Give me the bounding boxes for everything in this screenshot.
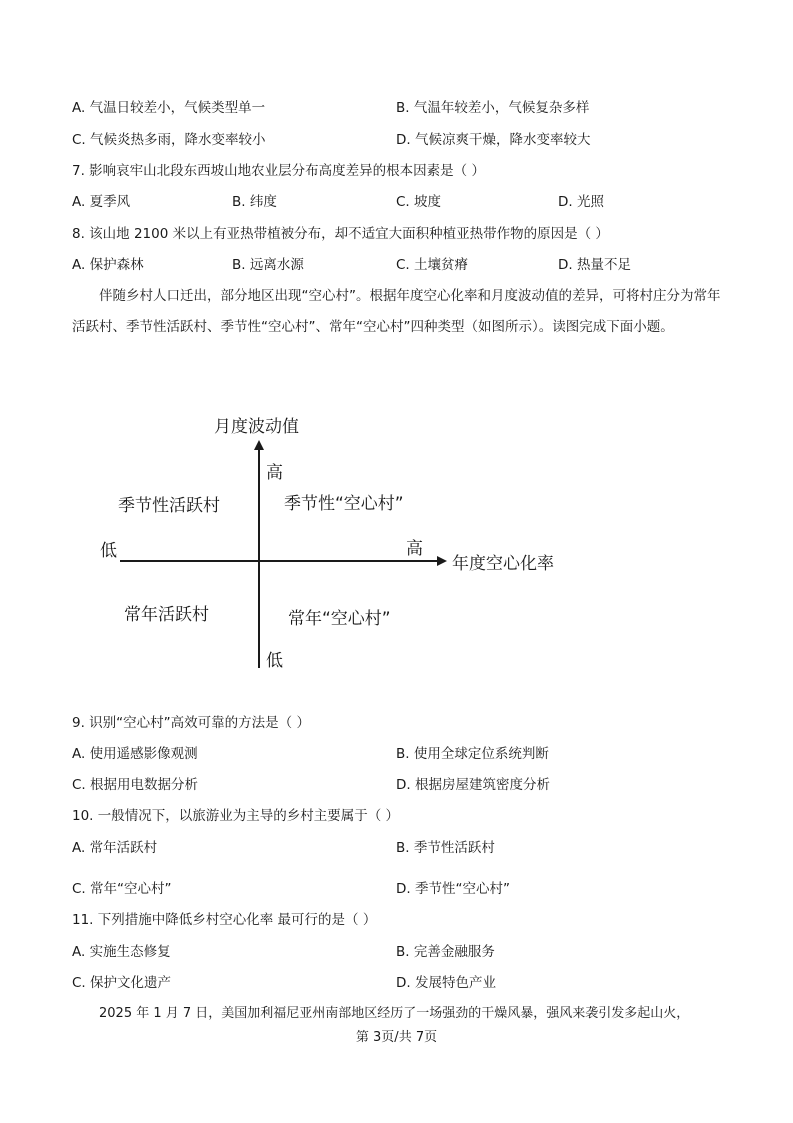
x-axis-low-label: 低 [100,541,117,561]
q7-stem: 7. 影响哀牢山北段东西坡山地农业层分布高度差异的根本因素是（ ） [72,163,485,179]
next-passage-start: 2025 年 1 月 7 日，美国加利福尼亚州南部地区经历了一场强劲的干燥风暴，强风来袭引发多起山火， [99,1006,690,1021]
q7-option-b: B. 纬度 [232,194,277,210]
quadrant-diagram [0,400,793,700]
q11-option-a: A. 实施生态修复 [72,944,171,960]
y-axis-high-label: 高 [266,463,283,483]
q8-option-a: A. 保护森林 [72,257,144,273]
passage-text: 伴随乡村人口迁出，部分地区出现“空心村”。根据年度空心化率和月度波动值的差异，可将村庄分为常年活跃村、季节性活跃村、季节性“空心村”、常年“空心村”四种类型（如图所示）。读图完成下面小题。 [72,288,721,335]
q11-option-b: B. 完善金融服务 [396,944,495,960]
q10-stem: 10. 一般情况下，以旅游业为主导的乡村主要属于（ ） [72,808,400,824]
q6-option-b: B. 气温年较差小，气候复杂多样 [396,100,590,116]
q10-option-d: D. 季节性“空心村” [396,881,510,897]
q10-option-c: C. 常年“空心村” [72,881,172,897]
x-axis-high-label: 高 [406,539,423,559]
q7-option-c: C. 坡度 [396,194,442,210]
q9-option-b: B. 使用全球定位系统判断 [396,746,549,762]
q8-option-b: B. 远离水源 [232,257,304,273]
quadrant-bottom-left: 常年活跃村 [124,605,209,625]
q6-option-a: A. 气温日较差小，气候类型单一 [72,100,266,116]
q9-stem: 9. 识别“空心村”高效可靠的方法是（ ） [72,715,310,731]
quadrant-top-right: 季节性“空心村” [284,494,404,514]
quadrant-top-left: 季节性活跃村 [118,496,220,516]
y-axis-low-label: 低 [266,651,283,671]
q10-option-a: A. 常年活跃村 [72,840,158,856]
q8-option-d: D. 热量不足 [558,257,631,273]
passage [72,281,722,343]
q10-option-b: B. 季节性活跃村 [396,840,495,856]
q7-option-d: D. 光照 [558,194,604,210]
y-axis-title: 月度波动值 [214,417,299,437]
q11-stem: 11. 下列措施中降低乡村空心化率 最可行的是（ ） [72,912,377,928]
q8-stem: 8. 该山地 2100 米以上有亚热带植被分布，却不适宜大面积种植亚热带作物的原因是（ ） [72,226,609,242]
q6-option-c: C. 气候炎热多雨，降水变率较小 [72,132,266,148]
q11-option-c: C. 保护文化遗产 [72,975,172,991]
q8-option-c: C. 土壤贫瘠 [396,257,469,273]
quadrant-bottom-right: 常年“空心村” [288,609,391,629]
q6-option-d: D. 气候凉爽干燥，降水变率较大 [396,132,591,148]
quadrant-axes [0,400,793,700]
q9-option-a: A. 使用遥感影像观测 [72,746,198,762]
q7-option-a: A. 夏季风 [72,194,131,210]
q9-option-d: D. 根据房屋建筑密度分析 [396,777,550,793]
x-axis-title: 年度空心化率 [452,554,554,574]
q11-option-d: D. 发展特色产业 [396,975,496,991]
page-footer: 第 3页/共 7页 [355,1030,438,1045]
q9-option-c: C. 根据用电数据分析 [72,777,199,793]
